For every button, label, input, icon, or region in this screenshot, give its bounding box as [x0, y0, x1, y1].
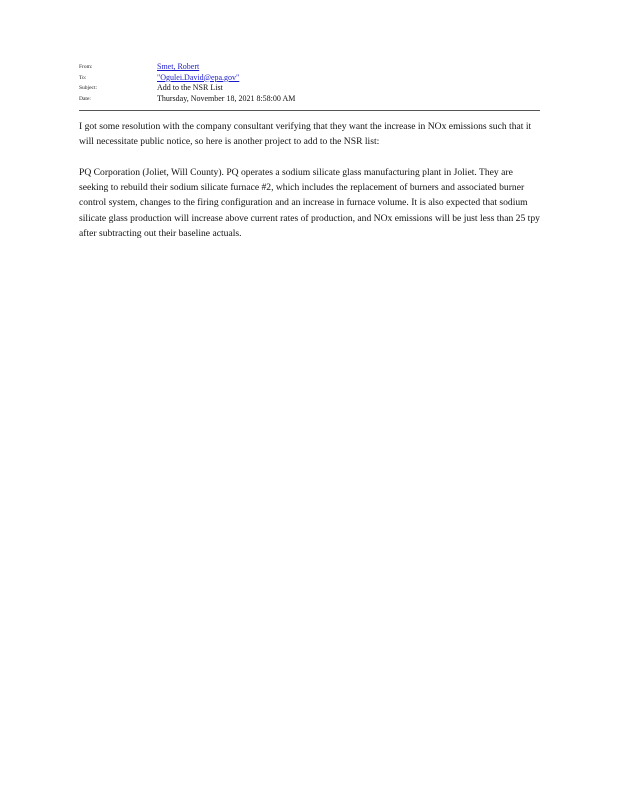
sender-link[interactable]: Smet, Robert: [157, 62, 200, 71]
subject-row: [79, 83, 549, 94]
to-label: To:: [79, 74, 87, 81]
to-row: [79, 73, 549, 84]
date-row: [79, 94, 549, 105]
date-label: Date:: [79, 95, 91, 102]
body-paragraph-2: PQ Corporation (Joliet, Will County). PQ operates a sodium silicate glass manufacturing plant in Joliet. They are seeking to rebuild their sodium silicate furnace #2, which includes the replacement of burners and associated burner control system, changes to the firing configuration and an increase in furnace volume. It is also expected that sodium silicate glass production will increase above current rates of production, and NOx emissions will be just less than 25 tpy after subtracting out their baseline actuals.: [79, 166, 540, 240]
subject-value: Add to the NSR List: [157, 83, 223, 92]
subject-label: Subject:: [79, 85, 98, 91]
email-header: [79, 62, 549, 104]
recipient-link[interactable]: "Ogulei.David@epa.gov": [157, 72, 240, 82]
date-value: Thursday, November 18, 2021 8:58:00 AM: [157, 93, 296, 103]
email-body: [79, 119, 541, 241]
from-label: From:: [79, 64, 93, 70]
from-row: [79, 62, 549, 73]
body-paragraph-1: I got some resolution with the company consultant verifying that they want the increase in NOx emissions such that it will necessitate public notice, so here is another project to add to the NSR list:: [79, 121, 532, 148]
header-divider: [79, 110, 540, 111]
